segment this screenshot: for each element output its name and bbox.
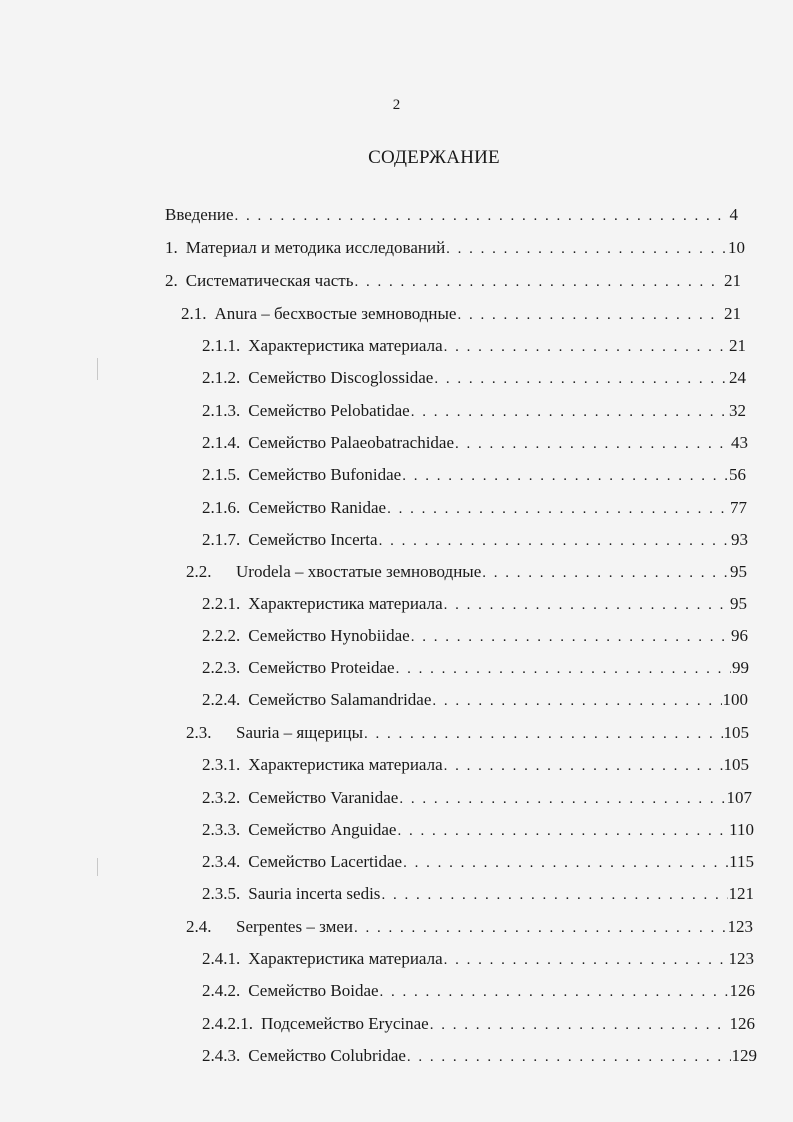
- toc-entry-page: 95: [730, 562, 747, 581]
- toc-entry-number: 2.4.2.: [202, 981, 241, 1000]
- toc-entry-number: 2.2.2.: [202, 626, 241, 645]
- toc-entry-label: Семейство Anguidae: [248, 820, 397, 839]
- toc-entry-number: 2.4.2.1.: [202, 1014, 253, 1033]
- toc-entry-number: 2.2.1.: [202, 594, 241, 613]
- toc-entry-number: 2.: [165, 271, 178, 290]
- toc-entry-page: 21: [729, 336, 746, 355]
- toc-entry[interactable]: [202, 433, 748, 459]
- toc-leader-dots: [430, 1017, 729, 1034]
- toc-leader-dots: [399, 791, 725, 808]
- toc-entry-number: 2.3.5.: [202, 884, 241, 903]
- toc-entry[interactable]: [202, 368, 746, 394]
- toc-entry[interactable]: [202, 884, 754, 910]
- toc-entry-label: Подсемейство Erycinae: [261, 1014, 429, 1033]
- toc-entry-number: 2.2.3.: [202, 658, 241, 677]
- toc-entry[interactable]: [202, 626, 748, 652]
- toc-entry-number: 2.1.4.: [202, 433, 241, 452]
- toc-leader-dots: [354, 274, 723, 291]
- toc-leader-dots: [402, 468, 728, 485]
- toc-entry[interactable]: [202, 530, 748, 556]
- toc-entry[interactable]: [202, 594, 747, 620]
- toc-entry[interactable]: [202, 336, 746, 362]
- toc-entry-page: 21: [724, 271, 741, 290]
- toc-leader-dots: [411, 404, 728, 421]
- toc-entry-page: 105: [723, 755, 749, 774]
- toc-entry[interactable]: [202, 981, 755, 1007]
- toc-entry-label: Семейство Colubridae: [248, 1046, 406, 1065]
- toc-entry-number: 2.1.1.: [202, 336, 241, 355]
- toc-entry-page: 93: [731, 530, 748, 549]
- toc-entry-number: 2.1.: [181, 304, 207, 323]
- toc-entry-page: 99: [732, 658, 749, 677]
- toc-entry-label: Семейство Incerta: [248, 530, 378, 549]
- toc-entry-number: 2.3.1.: [202, 755, 241, 774]
- toc-entry-page: 43: [731, 433, 748, 452]
- toc-entry-number: 2.1.2.: [202, 368, 241, 387]
- toc-leader-dots: [381, 887, 727, 904]
- toc-entry[interactable]: [202, 498, 747, 524]
- toc-entry-label: Семейство Lacertidae: [248, 852, 403, 871]
- toc-leader-dots: [444, 758, 723, 775]
- toc-entry[interactable]: [186, 723, 749, 749]
- toc-entry[interactable]: [202, 465, 746, 491]
- toc-entry-label: Характеристика материала: [248, 949, 443, 968]
- toc-entry[interactable]: [202, 755, 749, 781]
- page-number: 2: [392, 97, 401, 113]
- toc-entry-number: 2.1.7.: [202, 530, 241, 549]
- toc-entry-label: Характеристика материала: [248, 755, 443, 774]
- toc-leader-dots: [379, 533, 730, 550]
- toc-entry-label: Семейство Pelobatidae: [248, 401, 410, 420]
- toc-leader-dots: [444, 339, 728, 356]
- toc-entry-label: Sauria – ящерицы: [236, 723, 364, 742]
- toc-leader-dots: [444, 597, 729, 614]
- toc-leader-dots: [457, 307, 723, 324]
- toc-entry-label: Семейство Salamandridae: [248, 690, 432, 709]
- toc-entry-page: 96: [731, 626, 748, 645]
- toc-entry-label: Семейство Discoglossidae: [248, 368, 434, 387]
- toc-entry[interactable]: [202, 852, 754, 878]
- toc-entry-label: Характеристика материала: [248, 336, 443, 355]
- toc-entry-page: 100: [722, 690, 748, 709]
- toc-leader-dots: [354, 920, 727, 937]
- toc-entry-number: 2.4.: [186, 917, 212, 936]
- toc-entry-page: 126: [729, 981, 755, 1000]
- toc-entry-page: 10: [728, 238, 745, 257]
- toc-entry[interactable]: [202, 1046, 757, 1072]
- toc-leader-dots: [482, 565, 729, 582]
- toc-entry-page: 21: [724, 304, 741, 323]
- toc-entry-number: 2.2.4.: [202, 690, 241, 709]
- toc-entry-page: 129: [731, 1046, 757, 1065]
- toc-entry-page: 4: [729, 205, 738, 224]
- toc-entry-page: 77: [730, 498, 747, 517]
- toc-entry-label: Материал и методика исследований: [185, 238, 446, 257]
- toc-entry-page: 105: [723, 723, 749, 742]
- toc-entry[interactable]: [202, 949, 754, 975]
- toc-leader-dots: [411, 629, 730, 646]
- toc-entry-label: Семейство Ranidae: [248, 498, 387, 517]
- toc-entry-label: Семейство Bufonidae: [248, 465, 402, 484]
- toc-leader-dots: [455, 436, 730, 453]
- toc-entry-number: 2.1.5.: [202, 465, 241, 484]
- toc-entry-page: 123: [727, 917, 753, 936]
- toc-entry-page: 115: [729, 852, 754, 871]
- toc-leader-dots: [407, 1049, 731, 1066]
- toc-leader-dots: [432, 693, 721, 710]
- toc-entry-label: Семейство Varanidae: [248, 788, 399, 807]
- toc-entry[interactable]: [186, 562, 747, 588]
- toc-entry-label: Систематическая часть: [185, 271, 354, 290]
- toc-entry-number: 2.4.3.: [202, 1046, 241, 1065]
- toc-entry-label: Семейство Proteidae: [248, 658, 395, 677]
- toc-entry-page: 126: [729, 1014, 755, 1033]
- toc-entry-page: 32: [729, 401, 746, 420]
- toc-entry[interactable]: [181, 304, 741, 330]
- toc-entry[interactable]: [202, 658, 749, 684]
- toc-entry-number: 2.3.2.: [202, 788, 241, 807]
- toc-entry-label: Введение: [165, 205, 234, 224]
- toc-entry-label: Urodela – хвостатые земноводные: [236, 562, 482, 581]
- toc-leader-dots: [444, 952, 728, 969]
- toc-entry-number: 2.1.6.: [202, 498, 241, 517]
- toc-entry-number: 1.: [165, 238, 178, 257]
- toc-entry-page: 95: [730, 594, 747, 613]
- toc-entry-page: 24: [729, 368, 746, 387]
- toc-leader-dots: [403, 855, 728, 872]
- toc-entry-label: Семейство Hynobiidae: [248, 626, 410, 645]
- toc-entry[interactable]: [186, 917, 753, 943]
- toc-entry[interactable]: [202, 788, 752, 814]
- toc-entry-number: 2.3.3.: [202, 820, 241, 839]
- toc-entry-label: Anura – бесхвостые земноводные: [214, 304, 457, 323]
- toc-leader-dots: [397, 823, 728, 840]
- toc-entry[interactable]: [202, 1014, 755, 1040]
- toc-entry[interactable]: [165, 238, 745, 264]
- toc-entry-number: 2.3.4.: [202, 852, 241, 871]
- toc-entry[interactable]: [165, 205, 738, 231]
- toc-entry[interactable]: [202, 690, 748, 716]
- toc-entry-number: 2.3.: [186, 723, 212, 742]
- toc-entry-number: 2.4.1.: [202, 949, 241, 968]
- toc-entry-page: 56: [729, 465, 746, 484]
- toc-leader-dots: [235, 208, 729, 225]
- toc-entry-number: 2.1.3.: [202, 401, 241, 420]
- toc-entry-page: 107: [726, 788, 752, 807]
- toc-leader-dots: [396, 661, 731, 678]
- toc-entry-label: Характеристика материала: [248, 594, 443, 613]
- toc-entry-label: Sauria incerta sedis: [248, 884, 381, 903]
- toc-entry-label: Семейство Palaeobatrachidae: [248, 433, 455, 452]
- scan-mark: [97, 858, 98, 876]
- toc-leader-dots: [387, 501, 729, 518]
- toc-leader-dots: [364, 726, 722, 743]
- scan-mark: [97, 358, 98, 380]
- toc-entry-page: 123: [728, 949, 754, 968]
- toc-entry[interactable]: [202, 820, 754, 846]
- toc-entry-page: 110: [729, 820, 754, 839]
- toc-entry-page: 121: [728, 884, 754, 903]
- toc-entry-label: Семейство Boidae: [248, 981, 379, 1000]
- toc-entry[interactable]: [202, 401, 746, 427]
- toc-entry-label: Serpentes – змеи: [236, 917, 353, 936]
- toc-leader-dots: [446, 241, 727, 258]
- toc-entry[interactable]: [165, 271, 741, 297]
- page-title: СОДЕРЖАНИЕ: [368, 147, 500, 168]
- toc-leader-dots: [434, 371, 728, 388]
- toc-leader-dots: [380, 984, 729, 1001]
- toc-entry-number: 2.2.: [186, 562, 212, 581]
